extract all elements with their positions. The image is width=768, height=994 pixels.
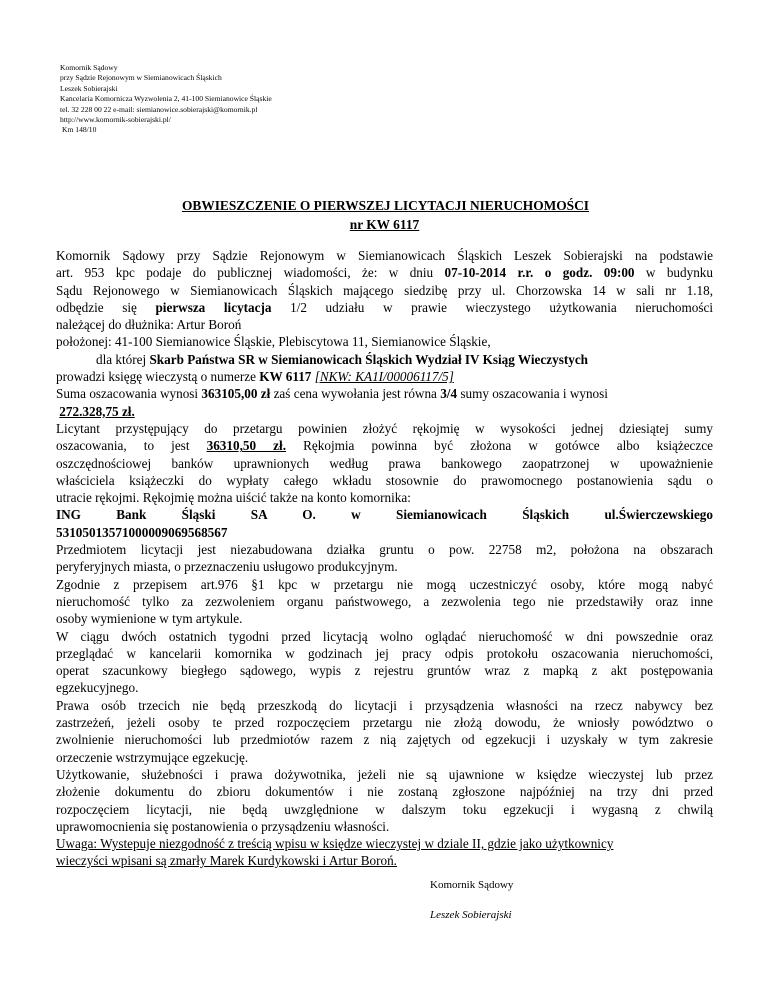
body-line: złożenie dokumentu do zbioru dokumentów i nie zostaną zgłoszone najpóźniej na trzy dni przed [56,784,713,800]
header-address: Kancelaria Komornicza Wyzwolenia 2, 41-100 Siemianowice Śląskie [60,94,272,104]
body-line: egzekucyjnego. [56,680,139,696]
body-line [56,437,713,454]
text-segment: prowadzi księgę wieczystą o numerze [56,369,260,385]
nkw-number: [NKW: KA1I/00006117/5] [314,369,454,385]
body-line: zwolnienie nieruchomości lub przedmiotów razem z nią zajętych od egzekucji i uzyskały w tym zakresie [56,732,713,748]
body-line: przeglądać w kancelarii komornika w godzinach jej pracy odpis protokołu oszacowania nieruchomości, [56,645,713,661]
kw-number: KW 6117 [259,369,312,385]
body-line: Zgodnie z przepisem art.976 §1 kpc w przetargu nie mogą uczestniczyć osoby, które mogą nabyć [56,576,713,592]
text-segment: oszacowania, to jest [56,438,207,454]
body-line: położonej: 41-100 Siemianowice Śląskie, Plebiscytowa 11, Siemianowice Śląskie, [56,334,491,350]
body-line: Komornik Sądowy przy Sądzie Rejonowym w Siemianowicach Śląskich Leszek Sobierajski na podstawie [56,248,713,263]
bailiff-header [60,63,272,136]
body-line: uprawomocnienia się postanowienia o przysądzeniu własności. [56,818,390,834]
body-line: utracie rękojmi. Rękojmię można uiścić także na konto komornika: [56,490,411,506]
text-segment: w budynku [634,265,713,281]
text-segment: zaś cena wywołania jest równa [270,386,441,402]
starting-price: 272.328,75 zł. [59,403,135,419]
body-line: nieruchomość tylko za zezwoleniem organu państwowego, a zezwolenia tego nie przedstawiły oraz inne [56,593,713,609]
warning-note: Uwaga: Wystepuje niezgodność z treścią wpisu w księdze wieczystej w dziale II, gdzie jako użytkownicy [56,836,614,852]
text-segment: Suma oszacowania wynosi [56,386,202,402]
body-line: rozpoczęciem licytacji, nie będą uwzględnione w dalszym toku egzekucji i wygasną z chwilą [56,801,713,817]
body-line: peryferyjnych miasta, o przeznaczeniu usługowo produkcyjnym. [56,559,398,575]
document-body [56,247,713,870]
body-line: W ciągu dwóch ostatnich tygodni przed licytacją wolno oglądać nieruchomość w dni powszednie oraz [56,628,713,644]
signature-title: Komornik Sądowy [430,879,514,891]
title-line-2: nr KW 6117 [349,217,420,232]
header-website: http://www.komornik-sobierajski.pl/ [60,115,171,125]
body-line: Przedmiotem licytacji jest niezabudowana działka gruntu o pow. 22758 m2, położona na obszarach [56,542,713,558]
header-court: przy Sądzie Rejonowym w Siemianowicach Śląskich [60,73,222,83]
valuation-sum: 363105,00 zł [201,386,271,402]
body-line: Licytant przystępujący do przetargu powinien złożyć rękojmię w wysokości jednej dziesiątej sumy [56,420,713,436]
bank-account-number: 53105013571000009069568567 [56,524,228,540]
land-register-court: Skarb Państwa SR w Siemianowicach Śląskich Wydział IV Ksiąg Wieczystych [149,351,589,367]
header-office: Komornik Sądowy [60,63,118,72]
text-segment: 1/2 udziału w prawie wieczystego użytkowania nieruchomości [271,299,714,315]
body-line [56,351,713,368]
text-segment: sumy oszacowania i wynosi [457,386,608,402]
text-segment: dla której [96,351,150,367]
body-line: Użytkowanie, służebności i prawa dożywotnika, jeżeli nie są ujawnione w księdze wieczystej lub przez [56,766,713,782]
text-segment: odbędzie się [56,299,156,315]
document-title [56,196,713,234]
body-line: oszczędnościowej banków uprawnionych według prawa bankowego zaopatrzonej w upoważnienie [56,455,713,471]
body-line [56,403,713,420]
bank-name: ING Bank Śląski SA O. w Siemianowicach Śląskich ul.Świerczewskiego [56,507,713,523]
header-case-number: Km 148/10 [62,125,97,135]
deposit-amount: 36310,50 zł. [206,438,286,454]
signature-name: Leszek Sobierajski [430,909,512,921]
body-line [56,385,713,402]
body-line: osoby wymienione w tym artykule. [56,611,243,627]
auction-date: 07-10-2014 r.r. o godz. 09:00 [444,265,635,281]
warning-note: wieczyści wpisani są zmarły Marek Kurdykowski i Artur Boroń. [56,853,397,869]
body-line: Sądu Rejonowego w Siemianowicach Śląskich mającego siedzibę przy ul. Chorzowska 14 w sali nr 1.18, [56,282,713,298]
body-line [56,264,713,281]
auction-type: pierwsza licytacja [155,299,272,315]
body-line: należącej do dłużnika: Artur Boroń [56,317,242,333]
body-line: Prawa osób trzecich nie będą przeszkodą do licytacji i przysądzenia własności na rzecz nabywcy bez [56,697,713,713]
price-fraction: 3/4 [440,386,458,402]
header-name: Leszek Sobierajski [60,83,118,93]
text-segment: Rękojmia powinna być złożona w gotówce albo książeczce [286,438,713,454]
body-line: operat szacunkowy biegłego sądowego, wypis z rejestru gruntów wraz z mapką z akt postępowania [56,663,713,679]
body-line: orzeczenie wstrzymujące egzekucję. [56,749,249,765]
text-segment: art. 953 kpc podaje do publicznej wiadomości, że: w dniu [56,265,445,281]
title-line-1: OBWIESZCZENIE O PIERWSZEJ LICYTACJI NIERUCHOMOŚCI [181,198,590,213]
body-line: właściciela książeczki do wypłaty całego wkładu stosownie do prawomocnego postanowienia sądu o [56,472,713,488]
body-line [56,368,713,385]
body-line [56,299,713,316]
header-contact: tel. 32 228 00 22 e-mail: siemianowice.sobierajski@komornik.pl [60,104,258,114]
body-line: zastrzeżeń, jeżeli osoby te przed rozpoczęciem przetargu nie złożą dowodu, że wniosły powództwo o [56,715,713,731]
